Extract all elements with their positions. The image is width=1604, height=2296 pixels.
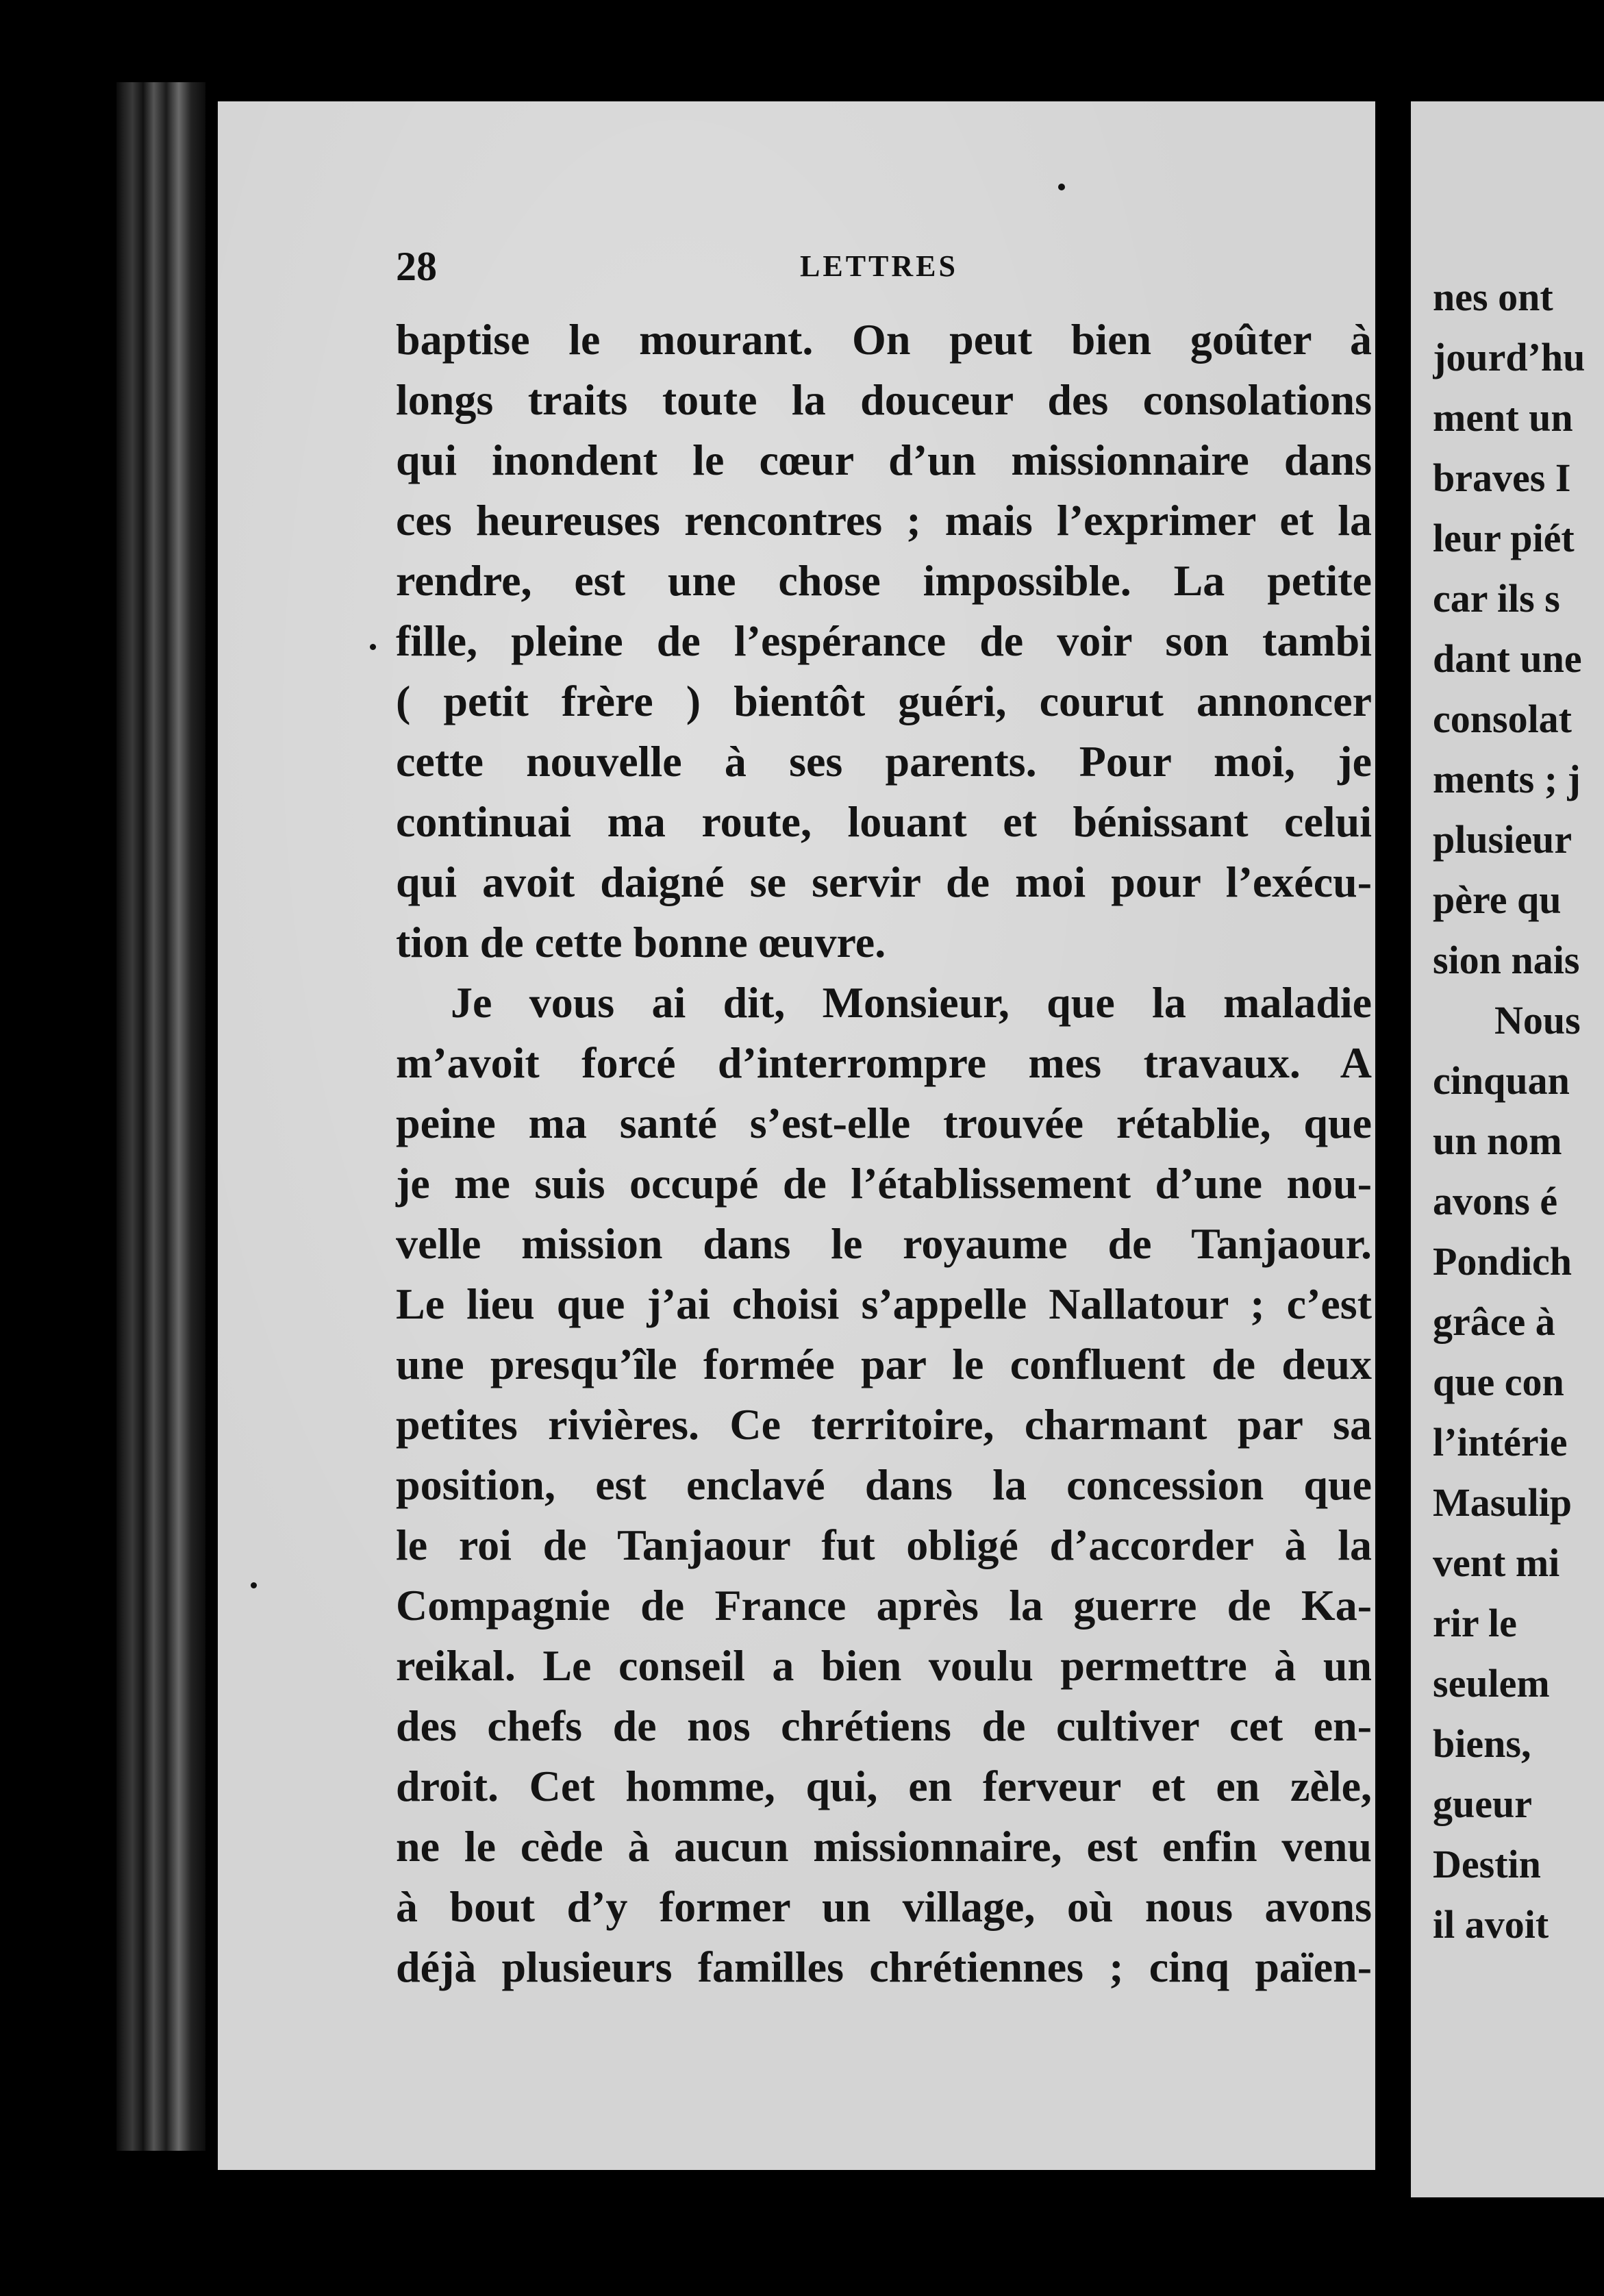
text-line: un nom xyxy=(1433,1119,1562,1163)
print-speck xyxy=(251,1582,257,1588)
text-line: je me suis occupé de l’établissement d’une nou- xyxy=(396,1159,1372,1208)
text-line: cette nouvelle à ses parents. Pour moi, je xyxy=(396,737,1372,786)
text-line: seulem xyxy=(1433,1661,1550,1706)
text-line: ( petit frère ) bientôt guéri, courut annoncer xyxy=(396,677,1372,725)
text-line: consolat xyxy=(1433,697,1572,741)
book-spine-edge xyxy=(116,82,205,2151)
text-line: plusieur xyxy=(1433,817,1572,862)
text-line: m’avoit forcé d’interrompre mes travaux. A xyxy=(396,1038,1372,1087)
text-line: dant une xyxy=(1433,636,1582,681)
print-speck xyxy=(1058,184,1065,190)
right-page-body-text xyxy=(1433,267,1604,1955)
text-line: ne le cède à aucun missionnaire, est enfin venu xyxy=(396,1822,1372,1871)
text-line: sion nais xyxy=(1433,938,1580,982)
text-line: Pondich xyxy=(1433,1239,1572,1284)
text-line: une presqu’île formée par le confluent de deux xyxy=(396,1340,1372,1388)
text-line: il avoit xyxy=(1433,1902,1549,1947)
text-line: le roi de Tanjaour fut obligé d’accorder à la xyxy=(396,1521,1372,1569)
text-line: Je vous ai dit, Monsieur, que la maladie xyxy=(451,978,1372,1027)
text-line: position, est enclavé dans la concession que xyxy=(396,1460,1372,1509)
text-line: ments ; j xyxy=(1433,757,1581,801)
page-number: 28 xyxy=(396,244,437,289)
text-line: nes ont xyxy=(1433,275,1553,319)
text-line: tion de cette bonne œuvre. xyxy=(396,918,886,966)
text-line: cinquan xyxy=(1433,1058,1570,1103)
text-line: l’intérie xyxy=(1433,1420,1568,1464)
text-line: petites rivières. Ce territoire, charmant par sa xyxy=(396,1400,1372,1449)
text-line: rendre, est une chose impossible. La petite xyxy=(396,556,1372,605)
text-line: Compagnie de France après la guerre de Ka- xyxy=(396,1581,1372,1630)
text-line: ces heureuses rencontres ; mais l’exprimer et la xyxy=(396,496,1372,545)
text-line: biens, xyxy=(1433,1721,1531,1766)
text-line: qui avoit daigné se servir de moi pour l’exécu- xyxy=(396,858,1372,906)
text-line: père qu xyxy=(1433,877,1562,922)
running-head-title: LETTRES xyxy=(800,249,958,283)
text-line: ment un xyxy=(1433,395,1573,440)
print-speck xyxy=(370,644,376,650)
text-line: vent mi xyxy=(1433,1540,1560,1585)
text-line: que con xyxy=(1433,1360,1564,1404)
text-line: rir le xyxy=(1433,1601,1517,1645)
text-line: grâce à xyxy=(1433,1299,1555,1344)
text-line: reikal. Le conseil a bien voulu permettre à un xyxy=(396,1641,1372,1690)
text-line: Destin xyxy=(1433,1842,1541,1886)
text-line: Le lieu que j’ai choisi s’appelle Nallatour ; c’est xyxy=(396,1280,1372,1328)
text-line: des chefs de nos chrétiens de cultiver cet en- xyxy=(396,1701,1372,1750)
text-line: Nous xyxy=(1494,998,1581,1043)
text-line: avons é xyxy=(1433,1179,1558,1223)
text-line: longs traits toute la douceur des consolations xyxy=(396,375,1372,424)
text-line: droit. Cet homme, qui, en ferveur et en zèle, xyxy=(396,1762,1372,1810)
left-page-body-text xyxy=(396,310,1372,1997)
text-line: fille, pleine de l’espérance de voir son tambi xyxy=(396,616,1372,665)
text-line: velle mission dans le royaume de Tanjaour. xyxy=(396,1219,1372,1268)
text-line: qui inondent le cœur d’un missionnaire dans xyxy=(396,436,1372,484)
text-line: Masulip xyxy=(1433,1480,1572,1525)
text-line: déjà plusieurs familles chrétiennes ; cinq païen- xyxy=(396,1943,1372,1991)
text-line: gueur xyxy=(1433,1782,1532,1826)
running-head xyxy=(396,243,1372,291)
text-line: baptise le mourant. On peut bien goûter à xyxy=(396,315,1372,364)
text-line: à bout d’y former un village, où nous avons xyxy=(396,1882,1372,1931)
text-line: peine ma santé s’est-elle trouvée rétablie, que xyxy=(396,1099,1372,1147)
text-line: car ils s xyxy=(1433,576,1560,621)
text-line: braves I xyxy=(1433,456,1571,500)
text-line: jourd’hu xyxy=(1433,335,1586,379)
text-line: continuai ma route, louant et bénissant celui xyxy=(396,797,1372,846)
text-line: leur piét xyxy=(1433,516,1575,560)
